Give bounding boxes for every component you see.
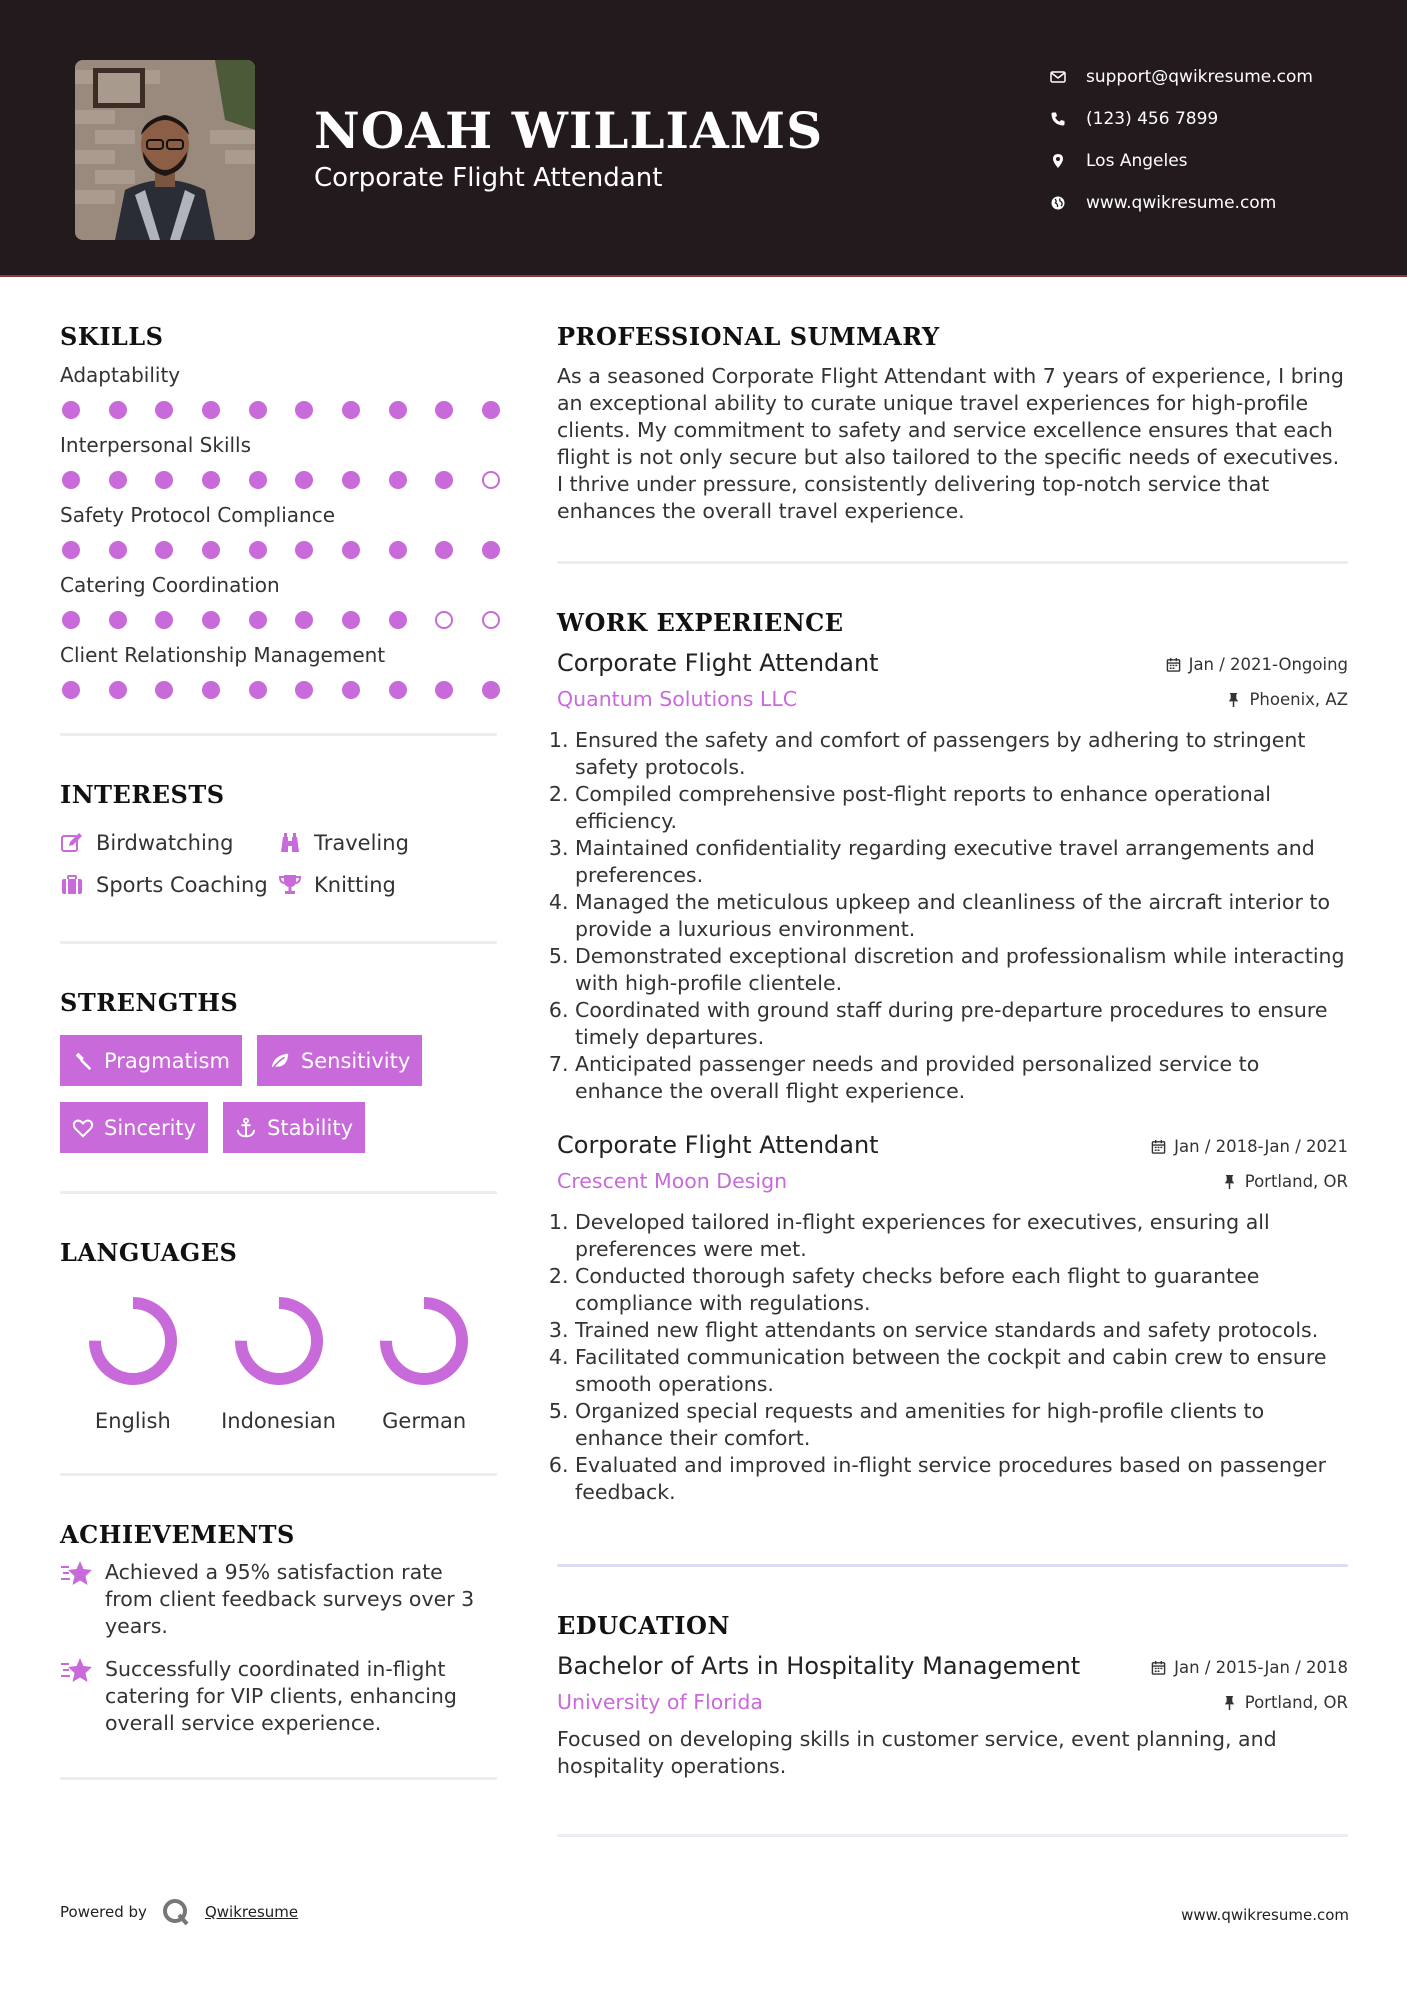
location-pin-icon: [1050, 153, 1086, 169]
resume-header: [0, 0, 1407, 277]
star-badge-icon: [60, 1559, 94, 1589]
contact-phone[interactable]: [1050, 98, 1390, 140]
school-name: University of Florida: [557, 1690, 763, 1714]
rating-dot-filled: [109, 471, 127, 489]
education-dates-text: Jan / 2015-Jan / 2018: [1174, 1658, 1348, 1677]
job-dates-text: Jan / 2021-Ongoing: [1188, 655, 1348, 674]
interest-label: Traveling: [314, 831, 409, 855]
skills-section: [60, 322, 497, 736]
contact-email[interactable]: [1050, 56, 1390, 98]
rating-dot-filled: [389, 541, 407, 559]
section-divider: [60, 1777, 497, 1780]
rating-dot-filled: [109, 401, 127, 419]
job-title: Corporate Flight Attendant: [557, 649, 879, 677]
pushpin-icon: [1226, 692, 1241, 707]
interest-item: [278, 831, 478, 855]
left-column: [60, 322, 497, 1780]
section-divider: [557, 561, 1348, 564]
brand-link[interactable]: Qwikresume: [204, 1903, 299, 1921]
rating-dot-filled: [482, 401, 500, 419]
calendar-icon: [1151, 1660, 1166, 1675]
job-bullet: 7. Anticipated passenger needs and provided personalized service to enhance the overall flight experience.: [575, 1051, 1348, 1105]
rating-dot-filled: [342, 681, 360, 699]
language-item: [206, 1293, 352, 1433]
company-name: Crescent Moon Design: [557, 1169, 788, 1193]
language-proficiency-ring: [85, 1293, 181, 1389]
rating-dot-filled: [295, 681, 313, 699]
phone-icon: [1050, 111, 1086, 127]
rating-dot-filled: [155, 471, 173, 489]
qwikresume-logo-icon: [161, 1897, 191, 1927]
interests-list: [60, 831, 497, 897]
job-location-text: Portland, OR: [1244, 1171, 1348, 1191]
job-bullet: 6. Evaluated and improved in-flight service procedures based on passenger feedback.: [575, 1452, 1348, 1506]
skill-rating: [60, 611, 500, 629]
education-location: [1222, 1693, 1348, 1712]
interest-item: [60, 873, 278, 897]
profile-photo: [75, 60, 255, 240]
skill-name: Safety Protocol Compliance: [60, 503, 336, 527]
job-entry: [557, 1131, 1348, 1506]
binoculars-icon: [278, 831, 302, 855]
contact-website-text: www.qwikresume.com: [1086, 193, 1277, 213]
skill-item: [60, 363, 497, 419]
contact-phone-text: (123) 456 7899: [1086, 109, 1219, 129]
languages-list: [60, 1293, 497, 1433]
education-section: [557, 1611, 1348, 1837]
rating-dot-filled: [202, 471, 220, 489]
rating-dot-filled: [435, 681, 453, 699]
rating-dot-filled: [202, 401, 220, 419]
rating-dot-filled: [249, 541, 267, 559]
globe-icon: [1050, 195, 1086, 211]
skill-name: Catering Coordination: [60, 573, 280, 597]
interests-section: [60, 780, 497, 944]
rating-dot-filled: [342, 401, 360, 419]
interest-item: [278, 873, 478, 897]
job-bullet: 1. Ensured the safety and comfort of passengers by adhering to stringent safety protocols.: [575, 727, 1348, 781]
job-title: Corporate Flight Attendant: [557, 1131, 879, 1159]
job-bullet: 4. Managed the meticulous upkeep and cleanliness of the aircraft interior to provide a luxurious environment.: [575, 889, 1348, 943]
briefcase-icon: [60, 873, 84, 897]
skill-item: [60, 573, 497, 629]
achievement-item: [60, 1559, 497, 1640]
job-bullet: 3. Trained new flight attendants on service standards and safety protocols.: [575, 1317, 1348, 1344]
skill-name: Adaptability: [60, 363, 181, 387]
education-heading: EDUCATION: [557, 1611, 730, 1640]
interest-label: Knitting: [314, 873, 396, 897]
education-dates: [1151, 1658, 1348, 1677]
profile-photo-image: [75, 60, 255, 240]
rating-dot-filled: [295, 401, 313, 419]
rating-dot-filled: [389, 611, 407, 629]
work-experience-heading: WORK EXPERIENCE: [557, 608, 844, 637]
degree-title: Bachelor of Arts in Hospitality Management: [557, 1652, 1081, 1680]
rating-dot-filled: [109, 681, 127, 699]
rating-dot-filled: [435, 541, 453, 559]
mail-icon: [1050, 69, 1086, 85]
gavel-icon: [72, 1050, 94, 1072]
rating-dot-filled: [249, 471, 267, 489]
section-divider: [60, 733, 497, 736]
rating-dot-filled: [249, 611, 267, 629]
language-proficiency-ring: [231, 1293, 327, 1389]
strength-tag: [60, 1102, 208, 1153]
job-bullets: [557, 727, 1348, 1105]
job-dates-text: Jan / 2018-Jan / 2021: [1174, 1137, 1348, 1156]
strength-tag: [60, 1035, 242, 1086]
education-description: Focused on developing skills in customer service, event planning, and hospitality operations.: [557, 1727, 1277, 1778]
achievement-text: Achieved a 95% satisfaction rate from client feedback surveys over 3 years.: [105, 1560, 475, 1638]
rating-dot-filled: [202, 681, 220, 699]
job-bullet: 2. Conducted thorough safety checks before each flight to guarantee compliance with regulations.: [575, 1263, 1348, 1317]
job-dates: [1166, 655, 1348, 674]
strength-label: Sensitivity: [300, 1048, 411, 1073]
rating-dot-filled: [342, 471, 360, 489]
interest-item: [60, 831, 278, 855]
rating-dot-filled: [62, 541, 80, 559]
skill-rating: [60, 681, 500, 699]
job-bullet: 5. Demonstrated exceptional discretion and professionalism while interacting with high-profile clientele.: [575, 943, 1348, 997]
education-location-text: Portland, OR: [1244, 1692, 1348, 1712]
job-bullet: 3. Maintained confidentiality regarding executive travel arrangements and preferences.: [575, 835, 1348, 889]
heart-icon: [72, 1117, 94, 1139]
contact-email-text: support@qwikresume.com: [1086, 67, 1313, 87]
rating-dot-filled: [482, 541, 500, 559]
pushpin-icon: [1222, 1695, 1237, 1710]
language-name: English: [94, 1409, 171, 1433]
rating-dot-filled: [389, 681, 407, 699]
rating-dot-filled: [62, 611, 80, 629]
skill-item: [60, 503, 497, 559]
rating-dot-filled: [155, 541, 173, 559]
language-name: German: [382, 1409, 467, 1433]
rating-dot-filled: [249, 681, 267, 699]
leaf-icon: [269, 1050, 291, 1072]
languages-heading: LANGUAGES: [60, 1238, 238, 1267]
rating-dot-filled: [109, 541, 127, 559]
star-badge-icon: [60, 1656, 94, 1686]
skill-name: Interpersonal Skills: [60, 433, 252, 457]
rating-dot-filled: [202, 541, 220, 559]
rating-dot-filled: [249, 401, 267, 419]
rating-dot-filled: [62, 681, 80, 699]
powered-by-text: Powered by: [60, 1903, 147, 1921]
summary-text: As a seasoned Corporate Flight Attendant with 7 years of experience, I bring an exceptional ability to curate unique travel experiences for high-profile clients. My commitment to safety and service excellence ensures that each flight is not only secure but also tailored to the specific needs of executives. I thrive under pressure, consistently delivering top-notch service that enhances the overall travel experience.: [557, 364, 1344, 523]
section-divider: [557, 1834, 1348, 1837]
rating-dot-filled: [155, 681, 173, 699]
achievement-text: Successfully coordinated in-flight catering for VIP clients, enhancing overall service experience.: [105, 1657, 457, 1735]
achievements-heading: ACHIEVEMENTS: [60, 1520, 295, 1549]
section-divider: [557, 1564, 1348, 1567]
skill-rating: [60, 541, 500, 559]
language-item: [351, 1293, 497, 1433]
skill-rating: [60, 401, 500, 419]
skill-name: Client Relationship Management: [60, 643, 386, 667]
rating-dot-filled: [342, 541, 360, 559]
footer-powered-by: [60, 1897, 298, 1927]
contact-website[interactable]: [1050, 182, 1390, 224]
language-item: [60, 1293, 206, 1433]
company-name: Quantum Solutions LLC: [557, 687, 798, 711]
strengths-section: [60, 988, 497, 1194]
pushpin-icon: [1222, 1174, 1237, 1189]
rating-dot-empty: [482, 611, 500, 629]
job-bullet: 5. Organized special requests and amenities for high-profile clients to enhance their comfort.: [575, 1398, 1348, 1452]
job-location: [1226, 690, 1348, 709]
job-dates: [1151, 1137, 1348, 1156]
job-entry: [557, 649, 1348, 1105]
footer-url[interactable]: www.qwikresume.com: [1181, 1906, 1349, 1924]
job-bullet: 6. Coordinated with ground staff during pre-departure procedures to ensure timely departures.: [575, 997, 1348, 1051]
strength-label: Sincerity: [104, 1115, 197, 1140]
rating-dot-filled: [482, 681, 500, 699]
contact-location-text: Los Angeles: [1086, 151, 1188, 171]
skill-item: [60, 643, 497, 699]
candidate-name: NOAH WILLIAMS: [314, 101, 824, 160]
rating-dot-filled: [389, 401, 407, 419]
summary-section: [557, 322, 1348, 564]
interests-heading: INTERESTS: [60, 780, 225, 809]
rating-dot-empty: [435, 611, 453, 629]
strengths-list: [60, 1035, 460, 1153]
job-bullet: 1. Developed tailored in-flight experiences for executives, ensuring all preferences were met.: [575, 1209, 1348, 1263]
rating-dot-filled: [202, 611, 220, 629]
job-bullets: [557, 1209, 1348, 1506]
achievements-section: [60, 1520, 497, 1780]
section-divider: [60, 941, 497, 944]
rating-dot-filled: [389, 471, 407, 489]
work-experience-section: [557, 608, 1348, 1567]
calendar-icon: [1166, 657, 1181, 672]
rating-dot-filled: [295, 471, 313, 489]
rating-dot-filled: [295, 541, 313, 559]
language-name: Indonesian: [221, 1409, 336, 1433]
strength-label: Pragmatism: [104, 1048, 230, 1073]
rating-dot-filled: [155, 401, 173, 419]
rating-dot-filled: [435, 401, 453, 419]
job-location: [1222, 1172, 1348, 1191]
rating-dot-filled: [62, 401, 80, 419]
contact-list: [1050, 56, 1390, 224]
contact-location: [1050, 140, 1390, 182]
languages-section: [60, 1238, 497, 1476]
strength-tag: [223, 1102, 365, 1153]
right-column: [557, 322, 1348, 1837]
rating-dot-empty: [482, 471, 500, 489]
skills-heading: SKILLS: [60, 322, 164, 351]
pencil-icon: [60, 831, 84, 855]
rating-dot-filled: [109, 611, 127, 629]
candidate-title: Corporate Flight Attendant: [314, 163, 663, 193]
trophy-icon: [278, 873, 302, 897]
section-divider: [60, 1473, 497, 1476]
skill-rating: [60, 471, 500, 489]
rating-dot-filled: [295, 611, 313, 629]
skill-item: [60, 433, 497, 489]
strength-tag: [257, 1035, 422, 1086]
job-bullet: 2. Compiled comprehensive post-flight reports to enhance operational efficiency.: [575, 781, 1348, 835]
calendar-icon: [1151, 1139, 1166, 1154]
summary-heading: PROFESSIONAL SUMMARY: [557, 322, 940, 351]
job-location-text: Phoenix, AZ: [1249, 689, 1348, 709]
interest-label: Sports Coaching: [96, 873, 268, 897]
rating-dot-filled: [62, 471, 80, 489]
strengths-heading: STRENGTHS: [60, 988, 239, 1017]
achievement-item: [60, 1656, 497, 1737]
job-bullet: 4. Facilitated communication between the cockpit and cabin crew to ensure smooth operations.: [575, 1344, 1348, 1398]
anchor-icon: [235, 1117, 257, 1139]
rating-dot-filled: [435, 471, 453, 489]
skills-list: [60, 363, 497, 699]
rating-dot-filled: [155, 611, 173, 629]
section-divider: [60, 1191, 497, 1194]
language-proficiency-ring: [376, 1293, 472, 1389]
interest-label: Birdwatching: [96, 831, 234, 855]
strength-label: Stability: [267, 1115, 354, 1140]
rating-dot-filled: [342, 611, 360, 629]
